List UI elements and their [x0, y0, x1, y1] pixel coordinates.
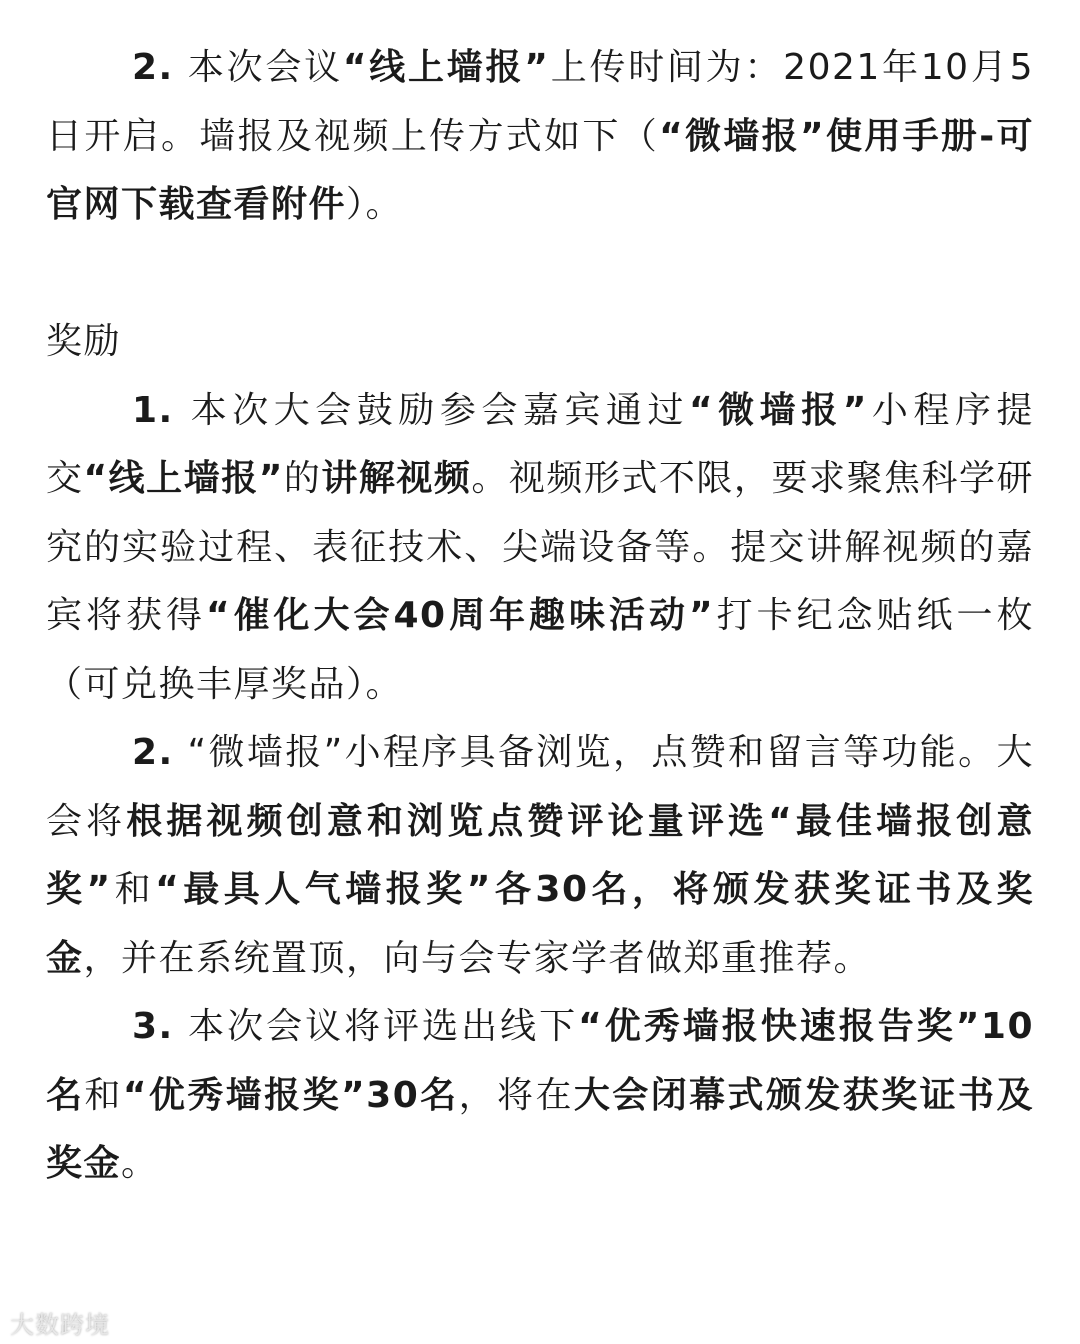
blank-line	[46, 240, 1034, 309]
article-content	[46, 34, 1034, 1199]
reward-paragraph-2: 2. “微墙报”小程序具备浏览，点赞和留言等功能。大会将根据视频创意和浏览点赞评论量评选“最佳墙报创意奖”和“最具人气墙报奖”各30名，将颁发获奖证书及奖金，并在系统置顶，向与会专家学者做郑重推荐。	[46, 732, 1034, 979]
item-number: 2.	[132, 47, 174, 88]
reward-paragraph-3: 3. 本次会议将评选出线下“优秀墙报快速报告奖”10名和“优秀墙报奖”30名，将在大会闭幕式颁发获奖证书及奖金。	[46, 1006, 1034, 1184]
reward-paragraph-1: 1. 本次大会鼓励参会嘉宾通过“微墙报”小程序提交“线上墙报”的讲解视频。视频形式不限，要求聚焦科学研究的实验过程、表征技术、尖端设备等。提交讲解视频的嘉宾将获得“催化大会40周年趣味活动”打卡纪念贴纸一枚（可兑换丰厚奖品）。	[46, 389, 1034, 705]
item-number: 2.	[132, 732, 174, 773]
section-heading-rewards: 奖励	[46, 321, 122, 362]
item-number: 1.	[132, 389, 174, 431]
watermark-logo: 大数跨境	[10, 1311, 110, 1339]
upload-paragraph: 2. 本次会议“线上墙报”上传时间为：2021年10月5日开启。墙报及视频上传方式如下（“微墙报”使用手册-可官网下载查看附件）。	[46, 47, 1034, 225]
item-number: 3.	[132, 1006, 174, 1047]
